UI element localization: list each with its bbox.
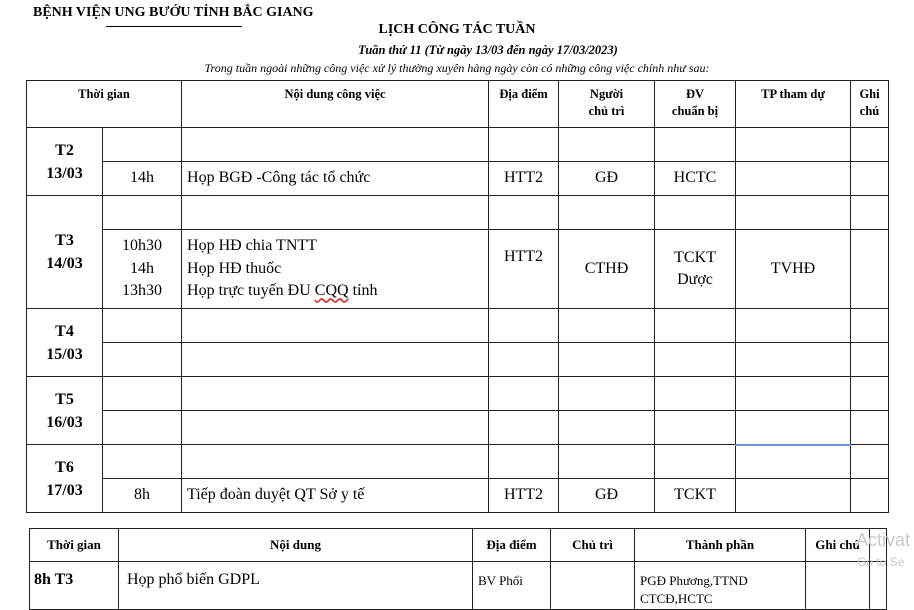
prep-cell <box>655 377 736 411</box>
weekly-schedule-table <box>26 80 889 513</box>
time-cell <box>103 445 182 479</box>
week-subtitle: Tuần thứ 11 (Từ ngày 13/03 đến ngày 17/03/2023) <box>358 43 618 57</box>
attend-cell <box>736 343 851 377</box>
place-cell <box>489 128 559 162</box>
place-cell: BV Phổi <box>473 562 551 610</box>
attend-cell-selected[interactable] <box>736 411 851 445</box>
table-row <box>27 309 889 343</box>
chair-cell <box>559 128 655 162</box>
prep-cell <box>655 343 736 377</box>
content-cell <box>182 309 489 343</box>
place-cell <box>489 445 559 479</box>
content-cell <box>182 196 489 230</box>
activation-watermark: Activat <box>856 530 911 550</box>
content-cell <box>182 343 489 377</box>
prep-cell <box>655 445 736 479</box>
content-cell <box>182 128 489 162</box>
place-cell <box>489 343 559 377</box>
time-cell: 14h <box>103 162 182 196</box>
attend-cell <box>736 196 851 230</box>
prep-cell: HCTC <box>655 162 736 196</box>
place-cell <box>489 377 559 411</box>
col-chair-header: Chủ trì <box>551 529 635 562</box>
time-cell <box>103 343 182 377</box>
activation-watermark-sub: Go to Se <box>857 555 905 569</box>
content-cell <box>182 411 489 445</box>
attend-cell <box>736 309 851 343</box>
note-cell <box>851 343 889 377</box>
col-note-header: Ghi chú <box>851 81 889 128</box>
time-cell <box>103 377 182 411</box>
attend-cell <box>736 479 851 513</box>
content-cell: Họp BGĐ -Công tác tổ chức <box>182 162 489 196</box>
note-cell <box>851 230 889 309</box>
attend-cell <box>736 162 851 196</box>
time-cell <box>103 196 182 230</box>
prep-cell <box>655 309 736 343</box>
chair-cell <box>559 411 655 445</box>
prep-cell: TCKT Dược <box>655 230 736 309</box>
chair-cell <box>559 343 655 377</box>
note-cell <box>851 479 889 513</box>
content-cell: Tiếp đoàn duyệt QT Sở y tế <box>182 479 489 513</box>
hospital-name: BỆNH VIỆN UNG BƯỚU TỈNH BẮC GIANG <box>33 5 314 20</box>
day-cell-t2: T2 13/03 <box>27 128 103 196</box>
table-row <box>27 162 889 196</box>
chair-cell <box>551 562 635 610</box>
place-cell: HTT2 <box>489 230 559 309</box>
place-cell: HTT2 <box>489 162 559 196</box>
col-place-header: Địa điểm <box>489 81 559 128</box>
time-cell <box>103 128 182 162</box>
spellcheck-word: CQQ <box>314 282 349 300</box>
col-time-header: Thời gian <box>30 529 119 562</box>
header-row <box>30 529 887 562</box>
prep-cell <box>655 411 736 445</box>
col-note-header: Ghi chú <box>806 529 870 562</box>
day-cell-t3: T3 14/03 <box>27 196 103 309</box>
place-cell <box>489 411 559 445</box>
col-content-header: Nội dung <box>119 529 473 562</box>
time-cell: 8h <box>103 479 182 513</box>
time-cell: 10h30 14h 13h30 <box>103 230 182 309</box>
note-cell <box>851 445 889 479</box>
page-title: LỊCH CÔNG TÁC TUẦN <box>378 22 536 37</box>
day-cell-t4: T4 15/03 <box>27 309 103 377</box>
time-cell <box>103 309 182 343</box>
table-row <box>27 196 889 230</box>
chair-cell: GĐ <box>559 479 655 513</box>
chair-cell <box>559 377 655 411</box>
attend-cell: TVHĐ <box>736 230 851 309</box>
day-cell-t5: T5 16/03 <box>27 377 103 445</box>
content-cell: Họp phổ biến GDPL <box>119 562 473 610</box>
note-cell <box>851 377 889 411</box>
prep-cell <box>655 196 736 230</box>
table-row <box>27 411 889 445</box>
table-row <box>30 562 887 610</box>
place-cell: HTT2 <box>489 479 559 513</box>
prep-cell <box>655 128 736 162</box>
day-cell-t6: T6 17/03 <box>27 445 103 513</box>
content-cell <box>182 377 489 411</box>
time-cell: 8h T3 <box>30 562 119 610</box>
place-cell <box>489 309 559 343</box>
chair-cell: CTHĐ <box>559 230 655 309</box>
chair-cell <box>559 196 655 230</box>
attend-cell <box>736 445 851 479</box>
note-cell <box>851 162 889 196</box>
meeting-table <box>29 528 887 610</box>
col-content-header: Nội dung công việc <box>182 81 489 128</box>
content-cell <box>182 445 489 479</box>
members-cell: PGĐ Phương,TTND CTCĐ,HCTC <box>635 562 806 610</box>
col-place-header: Địa điểm <box>473 529 551 562</box>
note-cell <box>851 128 889 162</box>
note-cell <box>851 411 889 445</box>
content-cell: Họp HĐ chia TNTT Họp HĐ thuốc Họp trực tuyến ĐU CQQ tỉnh <box>182 230 489 309</box>
prep-cell: TCKT <box>655 479 736 513</box>
attend-cell <box>736 128 851 162</box>
place-cell <box>489 196 559 230</box>
table-row <box>27 445 889 479</box>
col-members-header: Thành phần <box>635 529 806 562</box>
col-time-header: Thời gian <box>27 81 182 128</box>
header-row <box>27 81 889 128</box>
attend-cell <box>736 377 851 411</box>
note-cell <box>851 309 889 343</box>
chair-cell: GĐ <box>559 162 655 196</box>
col-chair-header: Người chủ trì <box>559 81 655 128</box>
col-prep-header: ĐV chuẩn bị <box>655 81 736 128</box>
table-row <box>27 230 889 309</box>
col-attend-header: TP tham dự <box>736 81 851 128</box>
table-row <box>27 479 889 513</box>
table-row <box>27 377 889 411</box>
chair-cell <box>559 309 655 343</box>
table-row <box>27 343 889 377</box>
intro-text: Trong tuần ngoài những công việc xử lý thường xuyên hàng ngày còn có những công việc chính như sau: <box>204 61 710 75</box>
time-cell <box>103 411 182 445</box>
table-row <box>27 128 889 162</box>
note-cell <box>851 196 889 230</box>
chair-cell <box>559 445 655 479</box>
